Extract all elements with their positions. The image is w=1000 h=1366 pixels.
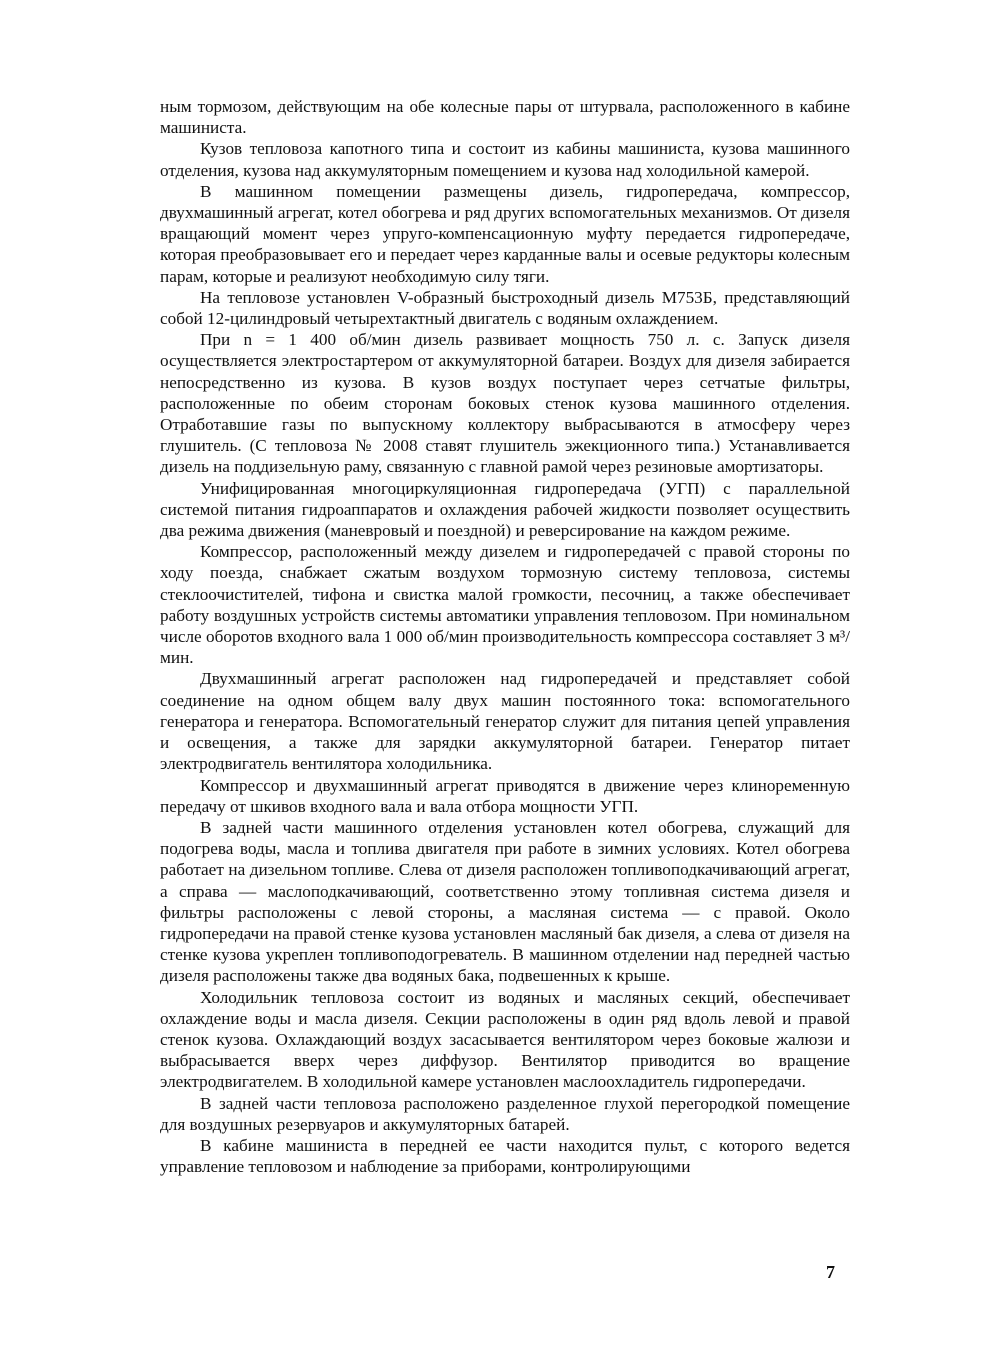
paragraph-diesel-power: При n = 1 400 об/мин дизель развивает мощность 750 л. с. Запуск дизеля осуществляется электростартером от аккумуляторной батареи. Воздух для дизеля забирается непосредственно из кузова. В кузов воздух поступает через сетчатые фильтры, расположенные по обеим сторонам боковых стенок кузова машинного отделения. Отработавшие газы по выпускному коллектору выбрасываются в атмосферу через глушитель. (С тепловоза № 2008 ставят глушитель эжекционного типа.) Устанавливается дизель на поддизельную раму, связанную с главной рамой через резиновые амортизаторы. (160, 330, 850, 477)
page-number: 7 (826, 1262, 835, 1282)
paragraph-belt-drive: Компрессор и двухмашинный агрегат приводятся в движение через клиноременную передачу от шкивов входного вала и вала отбора мощности УГП. (160, 775, 850, 816)
paragraph-driver-cab: В кабине машиниста в передней ее части находится пульт, с которого ведется управление тепловозом и наблюдение за приборами, контролирующими (160, 1135, 850, 1177)
paragraph-diesel-engine: На тепловозе установлен V-образный быстроходный дизель М753Б, представляющий собой 12-цилиндровый четырехтактный двигатель с водяным охлаждением. (160, 287, 850, 329)
paragraph-compressor: Компрессор, расположенный между дизелем и гидропередачей с правой стороны по ходу поезда, снабжает сжатым воздухом тормозную систему тепловоза, системы стеклоочистителей, тифона и свистка малой громкости, песочниц, а также обеспечивает работу воздушных устройств системы автоматики управления тепловозом. При номинальном числе оборотов входного вала 1 000 об/мин производительность компрессора составляет 3 м³/мин. (160, 542, 850, 668)
paragraph-heating-boiler: В задней части машинного отделения установлен котел обогрева, служащий для подогрева воды, масла и топлива двигателя при работе в зимних условиях. Котел обогрева работает на дизельном топливе. Слева от дизеля расположен топливоподкачивающий агрегат, а справа — маслоподкачивающий, соответственно этому топливная система дизеля и фильтры расположены с левой стороны, а масляная система — с правой. Около гидропередачи на правой стенке кузова установлен масляный бак дизеля, а слева от дизеля на стенке кузова укреплен топливоподогреватель. В машинном отделении над передней частью дизеля расположены также два водяных бака, подвешенных к крыше. (160, 817, 850, 986)
paragraph-1-continuation: ным тормозом, действующим на обе колесные пары от штурвала, расположенного в кабине машиниста. (160, 97, 850, 138)
paragraph-body-type: Кузов тепловоза капотного типа и состоит из кабины машиниста, кузова машинного отделения, кузова над аккумуляторным помещением и кузова над холодильной камерой. (160, 139, 850, 180)
page-body (160, 96, 850, 1177)
paragraph-engine-room: В машинном помещении размещены дизель, гидропередача, компрессор, двухмашинный агрегат, котел обогрева и ряд других вспомогательных механизмов. От дизеля вращающий момент через упруго-компенсационную муфту передается гидропередаче, которая преобразовывает его и передает через карданные валы и осевые редукторы колесным парам, которые и реализуют необходимую силу тяги. (160, 181, 850, 286)
paragraph-radiator: Холодильник тепловоза состоит из водяных и масляных секций, обеспечивает охлаждение воды и масла дизеля. Секции расположены в один ряд вдоль левой и правой стенок кузова. Охлаждающий воздух засасывается вентилятором через боковые жалюзи и выбрасывается вверх через диффузор. Вентилятор приводится во вращение электродвигателем. В холодильной камере установлен маслоохладитель гидропередачи. (160, 987, 850, 1092)
paragraph-rear-compartment: В задней части тепловоза расположено разделенное глухой перегородкой помещение для воздушных резервуаров и аккумуляторных батарей. (160, 1093, 850, 1134)
paragraph-hydraulic-transmission: Унифицированная многоциркуляционная гидропередача (УГП) с параллельной системой питания гидроаппаратов и охлаждения рабочей жидкости позволяет осуществить два режима движения (маневровый и поездной) и реверсирование на каждом режиме. (160, 478, 850, 541)
paragraph-two-machine-unit: Двухмашинный агрегат расположен над гидропередачей и представляет собой соединение на одном общем валу двух машин постоянного тока: вспомогательного генератора и генератора. Вспомогательный генератор служит для питания цепей управления и освещения, а также для зарядки аккумуляторной батареи. Генератор питает электродвигатель вентилятора холодильника. (160, 669, 850, 774)
